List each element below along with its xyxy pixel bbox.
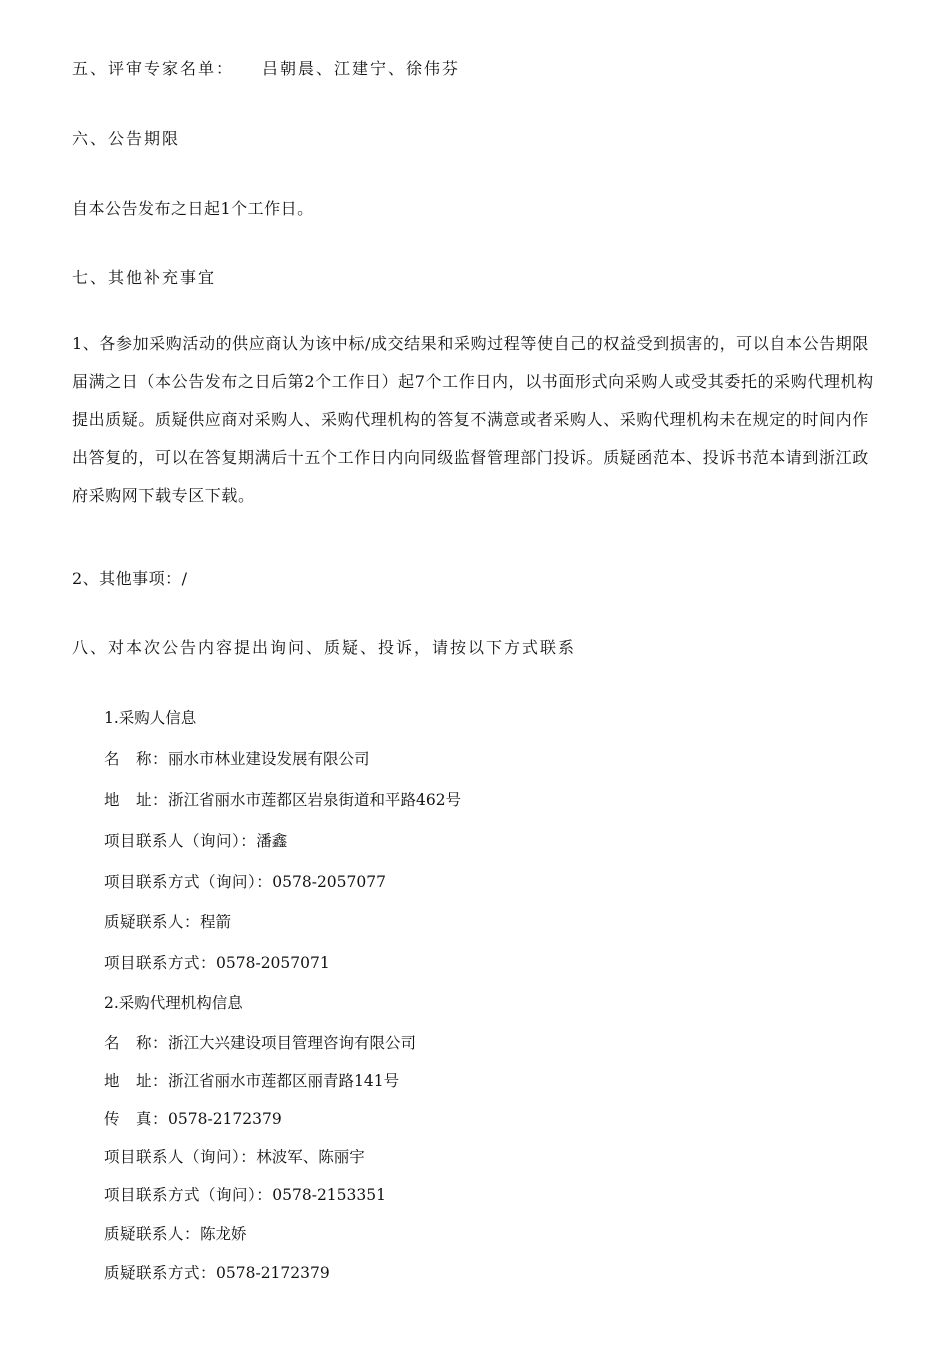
purchaser-info-title: 1.采购人信息: [104, 709, 197, 727]
purchaser-name: 丽水市林业建设发展有限公司: [168, 750, 370, 768]
item1-line: 提出质疑。质疑供应商对采购人、采购代理机构的答复不满意或者采购人、采购代理机构未在规定的时间内作: [72, 410, 869, 429]
agency-phone: 0578-2153351: [272, 1186, 386, 1204]
agency-name-label: 名 称：: [104, 1034, 169, 1052]
agency-fax-row: [104, 1107, 282, 1129]
purchaser-project-phone: 0578-2057071: [216, 954, 330, 972]
purchaser-phone-row: [104, 870, 386, 892]
purchaser-address: 浙江省丽水市莲都区岩泉街道和平路462号: [168, 791, 462, 809]
supplementary-item2: 2、其他事项：/: [72, 569, 188, 588]
agency-address-label: 地 址：: [104, 1072, 169, 1090]
section6-heading: 六、公告期限: [72, 129, 181, 148]
agency-contact-label: 项目联系人（询问）：: [104, 1148, 257, 1166]
section5-label: 五、评审专家名单：: [72, 59, 235, 78]
agency-address-row: [104, 1069, 399, 1091]
section8-heading: 八、对本次公告内容提出询问、质疑、投诉，请按以下方式联系: [72, 638, 577, 657]
purchaser-address-label: 地 址：: [104, 791, 169, 809]
agency-complaint-phone-row: [104, 1261, 330, 1283]
purchaser-complaint-contact: 程箭: [200, 913, 232, 931]
purchaser-complaint-contact-label: 质疑联系人：: [104, 913, 201, 931]
agency-contact-row: [104, 1145, 365, 1167]
agency-fax: 0578-2172379: [168, 1110, 282, 1128]
agency-complaint-phone: 0578-2172379: [216, 1264, 330, 1282]
purchaser-contact-label: 项目联系人（询问）：: [104, 832, 257, 850]
purchaser-name-label: 名 称：: [104, 750, 169, 768]
agency-name: 浙江大兴建设项目管理咨询有限公司: [168, 1034, 417, 1052]
expert-names: 吕朝晨、江建宁、徐伟芬: [262, 59, 461, 78]
purchaser-contact-row: [104, 829, 287, 851]
agency-contact: 林波军、陈丽宇: [256, 1148, 365, 1166]
agency-complaint-contact-row: [104, 1222, 247, 1244]
agency-address: 浙江省丽水市莲都区丽青路141号: [168, 1072, 400, 1090]
purchaser-name-row: [104, 747, 370, 769]
agency-fax-label: 传 真：: [104, 1110, 169, 1128]
section5-line: [72, 56, 460, 79]
purchaser-address-row: [104, 788, 461, 810]
agency-phone-row: [104, 1183, 386, 1205]
item1-line: 出答复的，可以在答复期满后十五个工作日内向同级监督管理部门投诉。质疑函范本、投诉书范本请到浙江政: [72, 448, 869, 467]
agency-info-title: 2.采购代理机构信息: [104, 994, 243, 1012]
announcement-period-text: 自本公告发布之日起1个工作日。: [72, 199, 314, 218]
agency-complaint-phone-label: 质疑联系方式：: [104, 1264, 217, 1282]
item1-line: 1、各参加采购活动的供应商认为该中标/成交结果和采购过程等使自己的权益受到损害的，可以自本公告期限: [72, 334, 869, 353]
agency-complaint-contact: 陈龙娇: [200, 1225, 247, 1243]
purchaser-complaint-contact-row: [104, 910, 231, 932]
purchaser-phone-label: 项目联系方式（询问）：: [104, 873, 273, 891]
agency-complaint-contact-label: 质疑联系人：: [104, 1225, 201, 1243]
item1-line: 届满之日（本公告发布之日后第2个工作日）起7个工作日内，以书面形式向采购人或受其委托的采购代理机构: [72, 372, 874, 391]
purchaser-project-phone-label: 项目联系方式：: [104, 954, 217, 972]
agency-phone-label: 项目联系方式（询问）：: [104, 1186, 273, 1204]
purchaser-project-phone-row: [104, 951, 330, 973]
purchaser-phone: 0578-2057077: [272, 873, 386, 891]
supplementary-item1: [72, 325, 882, 515]
purchaser-contact: 潘鑫: [256, 832, 288, 850]
item1-line: 府采购网下载专区下载。: [72, 486, 255, 505]
section7-heading: 七、其他补充事宜: [72, 268, 217, 287]
agency-name-row: [104, 1031, 416, 1053]
